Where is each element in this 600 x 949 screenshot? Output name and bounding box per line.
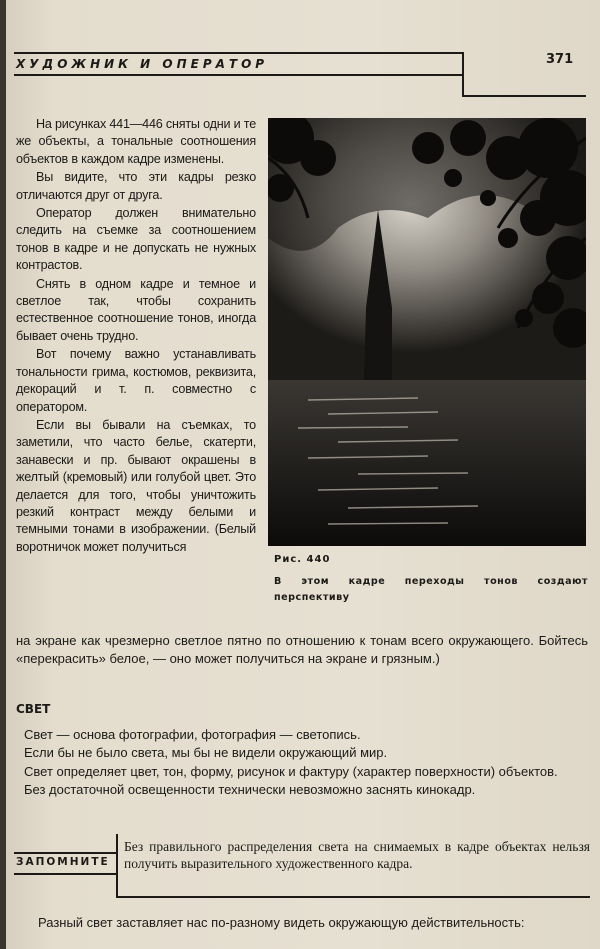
header-vertical-rule xyxy=(462,52,464,96)
section-title: СВЕТ xyxy=(16,702,51,716)
paragraph: На рисунках 441—446 сняты одни и те же объекты, а тональные соотношения объектов в каждом кадре изменены. xyxy=(16,117,257,166)
continuation-text xyxy=(16,632,588,667)
remember-vertical-rule xyxy=(116,834,118,896)
book-page xyxy=(6,0,600,949)
paragraph: Без достаточной освещенности технически невозможно заснять кинокадр. xyxy=(24,782,476,798)
remember-rule-bottom xyxy=(14,873,116,875)
header-rule-top xyxy=(14,52,462,54)
paragraph: Если вы бывали на съемках, то заметили, что часто белье, скатерти, занавески и пр. бывают окрашены в желтый (кремовый) или голубой цвет. Это делается для того, чтобы уничтожить резкий контраст между белыми и темными тонами в изображении. (Белый воротничок может получиться xyxy=(16,417,256,554)
header-rule-bottom xyxy=(14,74,462,76)
bottom-paragraph: Разный свет заставляет нас по-разному видеть окружающую действительность: xyxy=(38,915,525,930)
remember-text: Без правильного распределения света на снимаемых в кадре объектах нельзя получить выразительного художественного кадра. xyxy=(124,839,590,871)
paragraph: Вот почему важно устанавливать тональности грима, костюмов, реквизита, декораций и т. п. совместно с оператором. xyxy=(16,347,256,414)
paragraph: Оператор должен внимательно следить на съемке за соотношением тонов в кадре и не допускать не нужных контрастов. xyxy=(16,206,256,273)
remember-rule-top xyxy=(14,852,116,854)
paragraph: Снять в одном кадре и темное и светлое так, чтобы сохранить естественное соотношение тонов, иногда бывает очень трудно. xyxy=(16,276,256,343)
paragraph: Свет определяет цвет, тон, форму, рисунок и фактуру (характер поверхности) объектов. xyxy=(24,763,558,779)
paragraph: Свет — основа фотографии, фотография — светопись. xyxy=(24,727,361,742)
paragraph: Вы видите, что эти кадры резко отличаются друг от друга. xyxy=(16,170,256,202)
header-right-rule xyxy=(462,95,586,97)
remember-bottom-rule xyxy=(116,896,590,898)
running-head: ХУДОЖНИК И ОПЕРАТОР xyxy=(16,57,269,71)
figure-photo xyxy=(268,118,586,546)
page-number: 371 xyxy=(546,52,574,67)
section-body xyxy=(24,726,590,800)
remember-label: ЗАПОМНИТЕ xyxy=(16,856,110,868)
figure-label: Рис. 440 xyxy=(274,554,331,565)
paragraph: Если бы не было света, мы бы не видели окружающий мир. xyxy=(24,745,388,761)
figure-caption: В этом кадре переходы тонов создают перспективу xyxy=(274,576,588,603)
paragraph: на экране как чрезмерно светлое пятно по отношению к тонам всего окружающего. Бойтесь «перекрасить» белое, — оно может получиться на экране и грязным.) xyxy=(16,633,588,666)
photo-illustration xyxy=(268,118,586,546)
left-column-text xyxy=(16,116,256,557)
